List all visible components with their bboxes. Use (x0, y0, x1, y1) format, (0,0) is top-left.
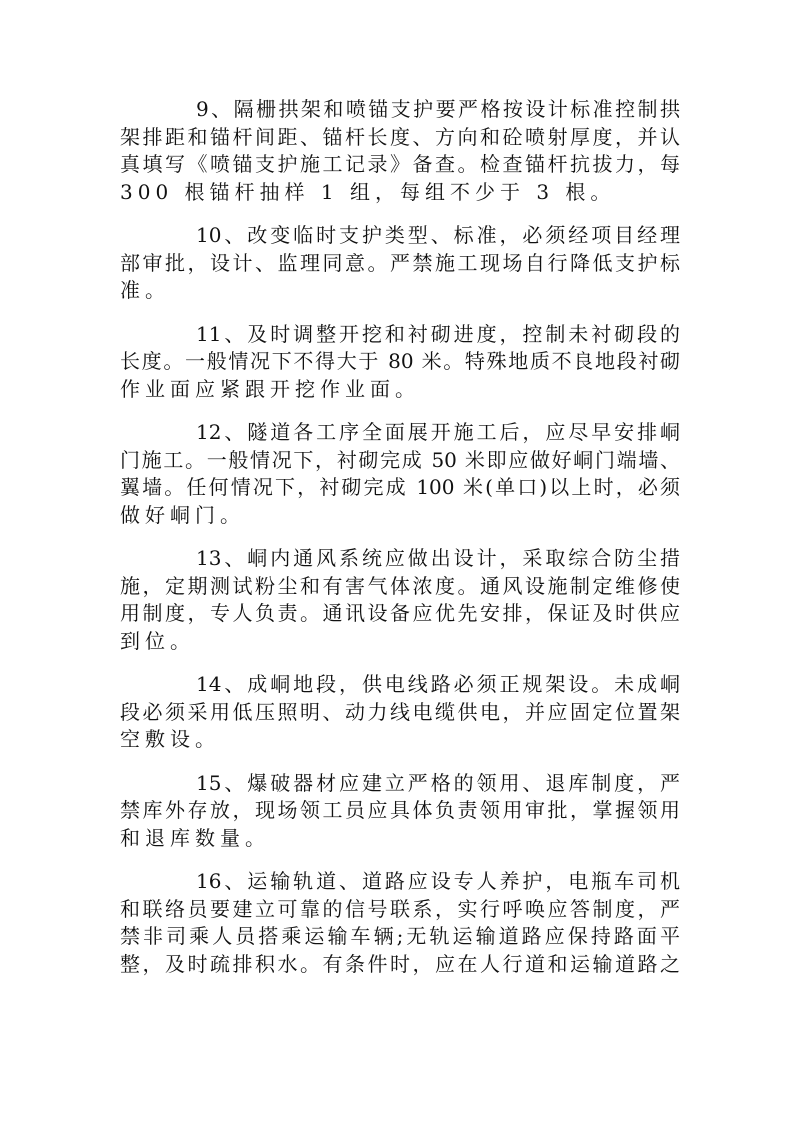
paragraph-line: 用制度，专人负责。通讯设备应优先安排，保证及时供应 (120, 601, 680, 625)
paragraph-line: 禁非司乘人员搭乘运输车辆;无轨运输道路应保持路面平 (120, 924, 680, 948)
paragraph-line: 整，及时疏排积水。有条件时，应在人行道和运输道路之 (120, 951, 680, 976)
paragraph-line: 准。 (120, 278, 170, 302)
paragraph-line: 长度。一般情况下不得大于 80 米。特殊地质不良地段衬砌 (120, 349, 680, 373)
paragraph-line: 做好峒门。 (120, 502, 245, 527)
document-page (120, 96, 680, 994)
paragraph (120, 770, 680, 853)
paragraph (120, 419, 680, 529)
paragraph-line: 真填写《喷锚支护施工记录》备查。检查锚杆抗拔力，每 (120, 152, 680, 176)
paragraph (120, 96, 680, 206)
paragraph-line: 架排距和锚杆间距、锚杆长度、方向和砼喷射厚度，并认 (120, 124, 680, 149)
paragraph-line: 12、隧道各工序全面展开施工后，应尽早安排峒 (196, 420, 680, 444)
paragraph (120, 868, 680, 978)
paragraph-line: 部审批，设计、监理同意。严禁施工现场自行降低支护标 (120, 250, 680, 275)
paragraph-line: 和退库数量。 (120, 825, 270, 850)
paragraph-line: 作业面应紧跟开挖作业面。 (120, 376, 420, 401)
paragraph (120, 671, 680, 754)
paragraph-line: 10、改变临时支护类型、标准，必须经项目经理 (196, 223, 680, 247)
paragraph (120, 222, 680, 305)
paragraph-line: 和联络员要建立可靠的信号联系，实行呼唤应答制度，严 (120, 896, 680, 921)
paragraph-line: 门施工。一般情况下，衬砌完成 50 米即应做好峒门端墙、 (120, 447, 680, 472)
paragraph-line: 禁库外存放，现场领工员应具体负责领用审批，掌握领用 (120, 798, 680, 822)
paragraph-line: 13、峒内通风系统应做出设计，采取综合防尘措 (196, 546, 680, 570)
paragraph-line: 翼墙。任何情况下，衬砌完成 100 米(单口)以上时，必须 (120, 475, 680, 499)
paragraph-line: 14、成峒地段，供电线路必须正规架设。未成峒 (196, 672, 680, 696)
paragraph (120, 321, 680, 404)
paragraph-line: 空敷设。 (120, 727, 220, 751)
paragraph-line: 11、及时调整开挖和衬砌进度，控制未衬砌段的 (196, 321, 680, 346)
paragraph-line: 施，定期测试粉尘和有害气体浓度。通风设施制定维修使 (120, 573, 680, 598)
paragraph-line: 9、隔栅拱架和喷锚支护要严格按设计标准控制拱 (196, 97, 680, 121)
paragraph-line: 300 根锚杆抽样 1 组，每组不少于 3 根。 (120, 179, 616, 204)
paragraph-line: 16、运输轨道、道路应设专人养护，电瓶车司机 (196, 869, 680, 893)
paragraph-line: 到位。 (120, 628, 195, 653)
paragraph-line: 段必须采用低压照明、动力线电缆供电，并应固定位置架 (120, 699, 680, 724)
paragraph-line: 15、爆破器材应建立严格的领用、退库制度，严 (196, 770, 680, 795)
paragraph (120, 545, 680, 655)
